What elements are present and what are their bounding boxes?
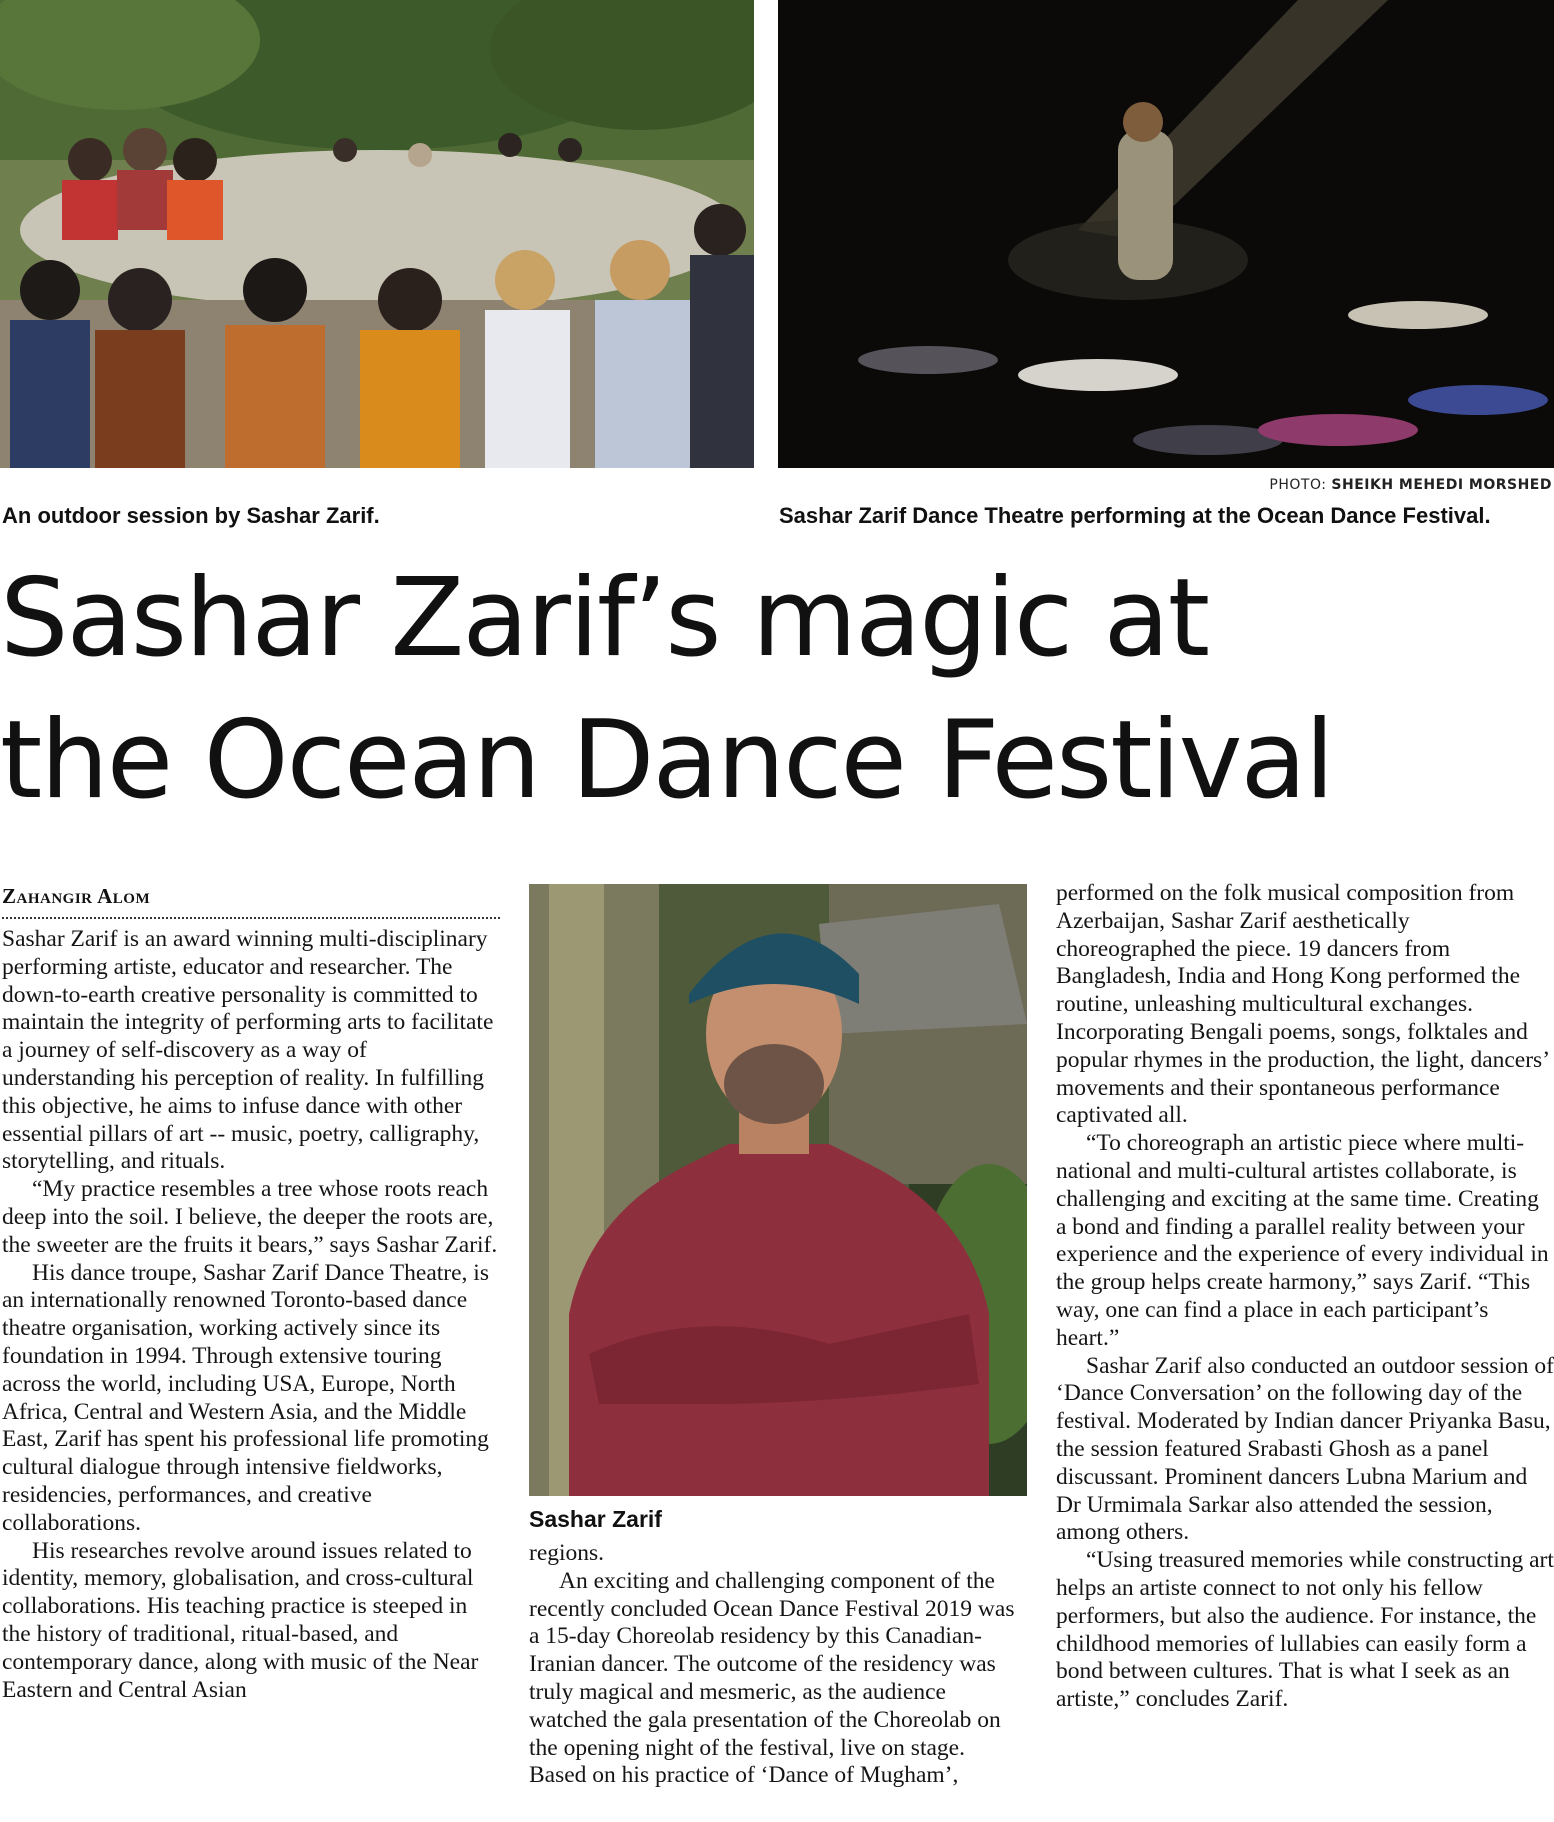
paragraph: An exciting and challenging component of the recently concluded Ocean Dance Festival 2019 was a 15-day Choreolab residency by this Canadian-Iranian dancer. The outcome of the residency was truly magical and mesmeric, as the audience watched the gala presentation of the Choreolab on the opening night of the festival, live on stage. Based on his practice of ‘Dance of Mugham’, bbox=[529, 1567, 1015, 1789]
outdoor-photo-caption: An outdoor session by Sashar Zarif. bbox=[2, 503, 380, 528]
paragraph: “Using treasured memories while constructing art helps an artiste connect to not only his fellow performers, but also the audience. For instance, the childhood memories of lullabies can easily form a bond between cultures. That is what I seek as an artiste,” concludes Zarif. bbox=[1056, 1547, 1554, 1713]
article-column-2 bbox=[529, 1540, 1027, 1790]
article-column-3 bbox=[1056, 880, 1554, 1714]
paragraph: regions. bbox=[529, 1540, 605, 1566]
photo-credit-name: SHEIKH MEHEDI MORSHED bbox=[1331, 477, 1552, 493]
stage-performance-photo bbox=[778, 0, 1554, 468]
paragraph: His researches revolve around issues related to identity, memory, globalisation, and cross-cultural collaborations. His teaching practice is steeped in the history of traditional, ritual-based, and contemporary dance, along with music of the Near Eastern and Central Asian bbox=[2, 1537, 479, 1703]
paragraph: Sashar Zarif is an award winning multi-disciplinary performing artiste, educator and researcher. The down-to-earth creative personality is committed to maintain the integrity of performing arts to facilitate a journey of self-discovery as a way of understanding his perception of reality. In fulfilling this objective, he aims to infuse dance with other essential pillars of art -- music, poetry, calligraphy, storytelling, and rituals. bbox=[2, 926, 494, 1175]
stage-photo-caption: Sashar Zarif Dance Theatre performing at the Ocean Dance Festival. bbox=[779, 503, 1491, 528]
portrait-photo bbox=[529, 884, 1027, 1496]
paragraph: “To choreograph an artistic piece where multi-national and multi-cultural artistes collaborate, is challenging and exciting at the same time. Creating a bond and finding a parallel reality between your experience and the experience of every individual in the group helps create harmony,” says Zarif. “This way, one can find a place in each participant’s heart.” bbox=[1056, 1130, 1549, 1351]
headline-line-2: the Ocean Dance Festival bbox=[0, 698, 1333, 823]
headline-line-1: Sashar Zarif’s magic at bbox=[0, 556, 1209, 681]
article-column-1 bbox=[2, 926, 500, 1704]
paragraph: performed on the folk musical composition from Azerbaijan, Sashar Zarif aesthetically choreographed the piece. 19 dancers from Bangladesh, India and Hong Kong performed the routine, unleashing multicultural exchanges. Incorporating Bengali poems, songs, folktales and popular rhymes in the production, the light, dancers’ movements and their spontaneous performance captivated all. bbox=[1056, 880, 1549, 1129]
portrait-caption: Sashar Zarif bbox=[529, 1506, 662, 1532]
byline: Zahangir Alom bbox=[2, 884, 500, 919]
paragraph: “My practice resembles a tree whose roots reach deep into the soil. I believe, the deeper the roots are, the sweeter are the fruits it bears,” says Sashar Zarif. bbox=[2, 1176, 498, 1258]
paragraph: His dance troupe, Sashar Zarif Dance Theatre, is an internationally renowned Toronto-based dance theatre organisation, working actively since its foundation in 1994. Through extensive touring across the world, including USA, Europe, North Africa, Central and Western Asia, and the Middle East, Zarif has spent his professional life promoting cultural dialogue through intensive fieldworks, residencies, performances, and creative collaborations. bbox=[2, 1259, 489, 1536]
outdoor-session-photo bbox=[0, 0, 754, 468]
headline bbox=[0, 548, 1554, 832]
photo-credit-label: PHOTO: bbox=[1269, 477, 1327, 493]
photo-credit bbox=[1269, 477, 1552, 493]
paragraph: Sashar Zarif also conducted an outdoor session of ‘Dance Conversation’ on the following day of the festival. Moderated by Indian dancer Priyanka Basu, the session featured Srabasti Ghosh as a panel discussant. Prominent dancers Lubna Marium and Dr Urmimala Sarkar also attended the session, among others. bbox=[1056, 1352, 1554, 1546]
